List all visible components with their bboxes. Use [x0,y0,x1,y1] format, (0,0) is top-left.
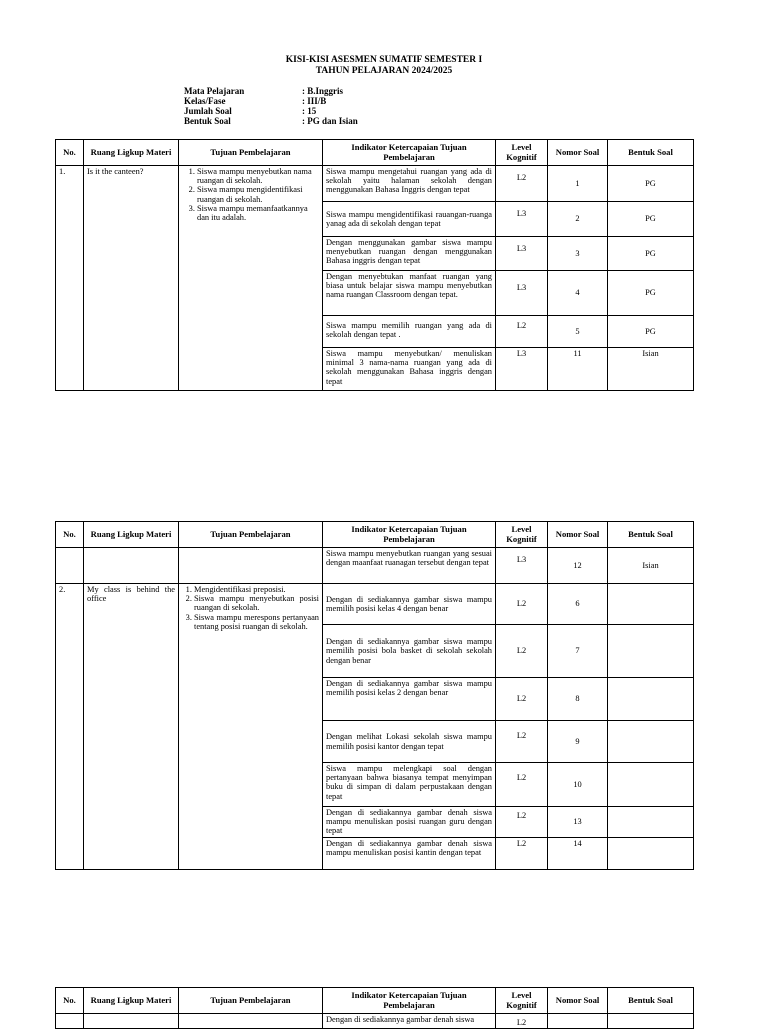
bentuk-cell [608,584,694,625]
materi-cell: My class is behind the office [84,584,179,870]
level-cell: L2 [496,721,548,763]
indikator-cell: Dengan di sediakannya gambar siswa mampu memilih posisi kelas 4 dengan benar [323,584,496,625]
meta-key: Mata Pelajaran [184,86,245,96]
nomor-cell: 7 [548,625,608,678]
indikator-cell: Dengan menyebtukan manfaat ruangan yang biasa untuk belajar siswa mampu menyebutkan nama ruangan Classroom dengan tepat. [323,271,496,316]
nomor-cell: 8 [548,678,608,721]
level-cell: L2 [496,166,548,202]
level-cell: L3 [496,237,548,271]
col-header-nomor: Nomor Soal [548,522,608,548]
nomor-cell: 10 [548,763,608,807]
level-cell: L2 [496,625,548,678]
tujuan-cell [179,548,323,584]
tujuan-cell [179,1014,323,1029]
meta-key: Bentuk Soal [184,116,231,126]
document-subtitle: TAHUN PELAJARAN 2024/2025 [315,66,453,76]
nomor-cell: 9 [548,721,608,763]
table-row [56,548,694,584]
kisi-table-1 [55,139,694,391]
bentuk-cell [608,763,694,807]
bentuk-cell: Isian [608,348,694,391]
bentuk-cell [608,625,694,678]
bentuk-cell [608,807,694,838]
indikator-cell: Dengan di sediakannya gambar siswa mampu memilih posisi bola basket di sekolah sekolah dengan benar [323,625,496,678]
meta-value: : 15 [302,106,317,116]
nomor-cell: 14 [548,838,608,870]
level-cell: L2 [496,838,548,870]
indikator-cell: Siswa mampu memilih ruangan yang ada di sekolah dengan tepat . [323,316,496,348]
bentuk-cell: PG [608,166,694,202]
level-cell: L2 [496,678,548,721]
tujuan-item: 3. Siswa mampu merespons pertanyaan tentang posisi ruangan di sekolah. [194,613,319,631]
col-header-bentuk: Bentuk Soal [608,988,694,1014]
nomor-cell: 5 [548,316,608,348]
indikator-cell: Siswa mampu menyebutkan ruangan yang sesuai dengan maanfaat ruanagan tersebut dengan tepat [323,548,496,584]
subject-info [184,86,358,126]
level-cell: L2 [496,316,548,348]
indikator-cell: Dengan melihat Lokasi sekolah siswa mampu memilih posisi kantor dengan tepat [323,721,496,763]
materi-cell [84,1014,179,1029]
indikator-cell: Dengan menggunakan gambar siswa mampu menyebutkan ruangan dengan menggunakan Bahasa inggris dengan tepat [323,237,496,271]
level-cell: L3 [496,202,548,237]
indikator-cell: Siswa mampu menyebutkan/ menuliskan minimal 3 nama-nama ruangan yang ada di sekolah menggunakan Bahasa inggris dengan tepat [323,348,496,391]
col-header-no: No. [56,140,84,166]
col-header-level: Level Kognitif [496,140,548,166]
tujuan-item: 2. Siswa mampu menyebutkan posisi ruangan di sekolah. [194,594,319,612]
meta-value: : III/B [302,96,327,106]
col-header-indikator: Indikator Ketercapaian Tujuan Pembelajaran [323,522,496,548]
tujuan-item: 2. Siswa mampu mengidentifikasi ruangan di sekolah. [197,185,319,203]
indikator-cell: Dengan di sediakannya gambar siswa mampu memilih posisi kelas 2 dengan benar [323,678,496,721]
col-header-materi: Ruang Ligkup Materi [84,988,179,1014]
bentuk-cell [608,1014,694,1029]
bentuk-cell [608,721,694,763]
table-row [56,584,694,625]
col-header-bentuk: Bentuk Soal [608,140,694,166]
bentuk-cell [608,838,694,870]
nomor-cell [548,1014,608,1029]
nomor-cell: 12 [548,548,608,584]
row-number: 2. [56,584,84,870]
bentuk-cell: PG [608,237,694,271]
level-cell: L2 [496,763,548,807]
tujuan-cell [179,584,323,870]
nomor-cell: 2 [548,202,608,237]
col-header-bentuk: Bentuk Soal [608,522,694,548]
col-header-no: No. [56,522,84,548]
col-header-indikator: Indikator Ketercapaian Tujuan Pembelajaran [323,988,496,1014]
table-header-row [56,988,694,1014]
indikator-cell: Siswa mampu mengidentifikasi rauangan-ruanga yanag ada di sekolah dengan tepat [323,202,496,237]
materi-cell: Is it the canteen? [84,166,179,391]
col-header-no: No. [56,988,84,1014]
col-header-materi: Ruang Ligkup Materi [84,140,179,166]
level-cell: L2 [496,807,548,838]
bentuk-cell: Isian [608,548,694,584]
tujuan-item: 1. Mengidentifikasi preposisi. [194,585,319,594]
table-row [56,1014,694,1029]
nomor-cell: 3 [548,237,608,271]
col-header-level: Level Kognitif [496,522,548,548]
row-number [56,548,84,584]
materi-cell [84,548,179,584]
col-header-materi: Ruang Ligkup Materi [84,522,179,548]
level-cell: L2 [496,1014,548,1029]
tujuan-item: 3. Siswa mampu memanfaatkannya dan itu adalah. [197,204,319,222]
meta-key: Jumlah Soal [184,106,232,116]
col-header-nomor: Nomor Soal [548,988,608,1014]
table-header-row [56,522,694,548]
col-header-indikator: Indikator Ketercapaian Tujuan Pembelajaran [323,140,496,166]
meta-value: : B.Inggris [302,86,344,96]
col-header-nomor: Nomor Soal [548,140,608,166]
level-cell: L3 [496,348,548,391]
bentuk-cell: PG [608,202,694,237]
table-header-row [56,140,694,166]
indikator-cell: Dengan di sediakannya gambar denah siswa mampu menuliskan posisi kantin dengan tepat [323,838,496,870]
meta-key: Kelas/Fase [184,96,226,106]
table-row [56,166,694,202]
bentuk-cell [608,678,694,721]
nomor-cell: 6 [548,584,608,625]
nomor-cell: 11 [548,348,608,391]
col-header-tujuan: Tujuan Pembelajaran [179,522,323,548]
indikator-cell: Dengan di sediakannya gambar denah siswa [323,1014,496,1029]
kisi-table-3 [55,987,694,1029]
bentuk-cell: PG [608,316,694,348]
indikator-cell: Siswa mampu mengetahui ruangan yang ada di sekolah yaitu halaman sekolah dengan menggunakan Bahasa Inggris dengan tepat [323,166,496,202]
kisi-table-2 [55,521,694,870]
level-cell: L3 [496,271,548,316]
level-cell: L2 [496,584,548,625]
meta-value: : PG dan Isian [302,116,358,126]
tujuan-item: 1. Siswa mampu menyebutkan nama ruangan di sekolah. [197,167,319,185]
bentuk-cell: PG [608,271,694,316]
nomor-cell: 4 [548,271,608,316]
col-header-tujuan: Tujuan Pembelajaran [179,140,323,166]
document-title: KISI-KISI ASESMEN SUMATIF SEMESTER I [285,55,483,65]
col-header-tujuan: Tujuan Pembelajaran [179,988,323,1014]
row-number [56,1014,84,1029]
level-cell: L3 [496,548,548,584]
tujuan-cell [179,166,323,391]
col-header-level: Level Kognitif [496,988,548,1014]
indikator-cell: Dengan di sediakannya gambar denah siswa mampu menuliskan posisi ruangan guru dengan tepat [323,807,496,838]
row-number: 1. [56,166,84,391]
indikator-cell: Siswa mampu melengkapi soal dengan pertanyaan bahwa biasanya tempat menyimpan buku di simpan di dalam perpustakaan dengan tepat [323,763,496,807]
nomor-cell: 1 [548,166,608,202]
nomor-cell: 13 [548,807,608,838]
